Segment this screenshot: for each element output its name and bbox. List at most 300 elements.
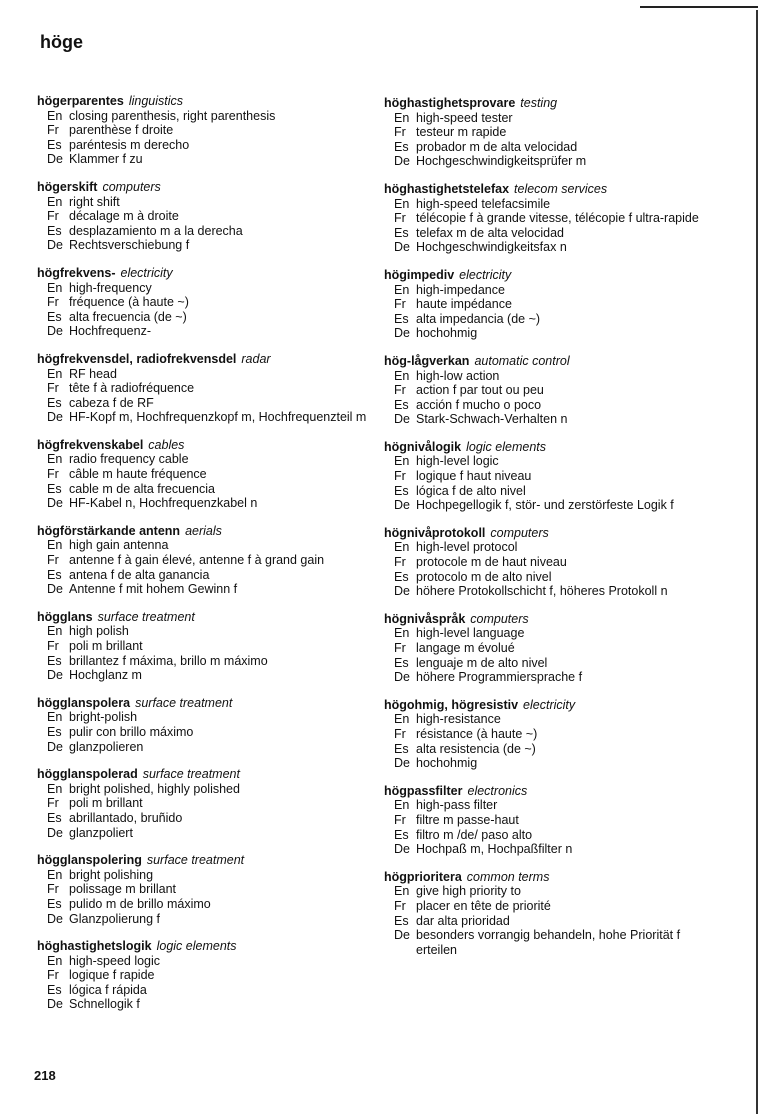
translation-row: [37, 568, 377, 583]
entry-head: [37, 767, 377, 782]
translation-text: high-speed logic: [69, 953, 161, 968]
entry-term: högnivålogik: [384, 439, 462, 454]
entry-head: [384, 182, 724, 197]
dictionary-entry: [384, 268, 724, 341]
translation-row: [37, 882, 377, 897]
language-code: Fr: [394, 812, 406, 827]
translation-text: télécopie f à grande vitesse, télécopie f ultra-rapide: [416, 211, 699, 226]
language-code: En: [47, 867, 63, 882]
entry-head: [384, 870, 724, 885]
language-code: Es: [47, 223, 62, 238]
translation-text: testeur m rapide: [416, 125, 507, 140]
left-column: [37, 94, 377, 1025]
language-code: De: [394, 756, 410, 771]
translation-row: [37, 912, 377, 927]
language-code: En: [394, 712, 410, 727]
dictionary-entry: [384, 96, 724, 169]
entry-term: högförstärkande antenn: [37, 523, 181, 538]
translation-row: [37, 410, 377, 425]
language-code: En: [47, 194, 63, 209]
translation-text: Hochglanz m: [69, 668, 142, 683]
translation-text: parenthèse f droite: [69, 123, 174, 138]
dictionary-entry: [37, 180, 377, 253]
translation-text: alta resistencia (de ~): [416, 741, 536, 756]
translation-row: [384, 828, 724, 843]
dictionary-entry: [37, 696, 377, 754]
translation-row: [37, 582, 377, 597]
translation-text: résistance (à haute ~): [416, 726, 538, 741]
language-code: De: [47, 152, 63, 167]
entry-domain: testing: [520, 96, 558, 110]
language-code: Fr: [47, 639, 59, 653]
translation-text: lógica f de alto nivel: [416, 483, 526, 498]
translation-row: [384, 798, 724, 813]
translation-text: polissage m brillant: [69, 882, 176, 897]
entry-head: [37, 524, 377, 539]
language-code: De: [394, 842, 410, 857]
entry-domain: cables: [148, 437, 185, 452]
language-code: Es: [394, 913, 409, 928]
entry-domain: radar: [241, 351, 271, 366]
translation-row: [384, 570, 724, 585]
entry-term: högnivåprotokoll: [384, 525, 486, 540]
translation-text: Hochgeschwindigkeitsprüfer m: [416, 154, 587, 169]
translation-text: haute impédance: [416, 297, 512, 312]
translation-text: lenguaje m de alto nivel: [416, 655, 548, 670]
translation-row: [384, 197, 724, 212]
entry-head: [37, 610, 377, 625]
language-code: En: [394, 368, 410, 383]
dictionary-entry: [37, 853, 377, 926]
translation-row: [384, 756, 724, 771]
translation-row: [384, 454, 724, 469]
translation-row: [384, 412, 724, 427]
language-code: Fr: [394, 898, 406, 913]
translation-row: [384, 211, 724, 226]
language-code: En: [394, 540, 410, 555]
translation-text: poli m brillant: [69, 796, 143, 811]
dictionary-entry: [384, 354, 724, 427]
dictionary-entry: [37, 610, 377, 683]
page-number: 218: [34, 1068, 56, 1083]
page-edge-rule: [756, 10, 758, 1114]
translation-row: [37, 281, 377, 296]
dictionary-entry: [37, 524, 377, 597]
translation-text: Stark-Schwach-Verhalten n: [416, 412, 568, 427]
translation-row: [37, 467, 377, 482]
entry-domain: surface treatment: [146, 853, 245, 868]
translation-text: alta frecuencia (de ~): [69, 309, 187, 324]
translation-text: HF-Kopf m, Hochfrequenzkopf m, Hochfrequenzteil m: [69, 410, 367, 425]
translation-text: acción f mucho o poco: [416, 397, 542, 412]
translation-row: [384, 469, 724, 484]
translation-row: [37, 238, 377, 253]
language-code: Fr: [394, 726, 406, 741]
language-code: En: [394, 110, 410, 125]
language-code: Es: [394, 569, 409, 584]
translation-row: [384, 626, 724, 641]
translation-text: filtre m passe-haut: [416, 812, 519, 827]
entry-term: högfrekvenskabel: [37, 437, 144, 452]
language-code: En: [394, 196, 410, 211]
translation-row: [384, 928, 724, 957]
entry-domain: common terms: [466, 869, 550, 884]
translation-text: high-resistance: [416, 712, 501, 727]
language-code: De: [394, 670, 410, 685]
entry-head: [37, 939, 377, 954]
dictionary-entry: [384, 698, 724, 771]
dictionary-entry: [37, 266, 377, 339]
translation-text: décalage m à droite: [69, 209, 179, 224]
translation-text: high polish: [69, 624, 129, 639]
translation-row: [384, 498, 724, 513]
translation-text: lógica f rápida: [69, 982, 147, 997]
entry-term: högglanspolera: [37, 695, 131, 710]
dictionary-entry: [384, 182, 724, 255]
translation-text: Klammer f zu: [69, 152, 143, 167]
entry-domain: computers: [470, 611, 529, 626]
language-code: Es: [47, 567, 62, 582]
translation-row: [37, 123, 377, 138]
translation-row: [37, 954, 377, 969]
language-code: En: [394, 454, 410, 469]
translation-row: [37, 310, 377, 325]
entry-head: [37, 438, 377, 453]
language-code: De: [47, 668, 63, 683]
translation-text: dar alta prioridad: [416, 913, 510, 928]
translation-text: high gain antenna: [69, 538, 169, 553]
language-code: Es: [47, 896, 62, 911]
language-code: Es: [394, 311, 409, 326]
translation-text: höhere Programmiersprache f: [416, 670, 583, 685]
language-code: Es: [394, 225, 409, 240]
translation-row: [37, 868, 377, 883]
translation-row: [384, 111, 724, 126]
translation-text: abrillantado, bruñido: [69, 810, 183, 825]
top-rule: [640, 6, 758, 8]
translation-row: [37, 997, 377, 1012]
translation-row: [37, 482, 377, 497]
language-code: Fr: [394, 555, 406, 570]
language-code: De: [47, 496, 63, 511]
language-code: En: [47, 538, 63, 553]
dictionary-entry: [37, 767, 377, 840]
translation-text: bright-polish: [69, 710, 138, 725]
entry-head: [384, 96, 724, 111]
translation-row: [37, 367, 377, 382]
language-code: En: [394, 884, 410, 899]
translation-row: [37, 553, 377, 568]
language-code: Es: [47, 481, 62, 496]
translation-row: [37, 654, 377, 669]
translation-row: [384, 125, 724, 140]
translation-row: [384, 383, 724, 398]
entry-domain: electricity: [459, 267, 512, 282]
translation-text: logique f rapide: [69, 968, 155, 983]
translation-row: [37, 452, 377, 467]
translation-text: give high priority to: [416, 884, 521, 899]
entry-head: [37, 266, 377, 281]
translation-text: telefax m de alta velocidad: [416, 225, 565, 240]
language-code: Es: [394, 741, 409, 756]
translation-text: desplazamiento m a la derecha: [69, 223, 243, 238]
translation-text: Hochpaß m, Hochpaßfilter n: [416, 842, 573, 857]
translation-row: [384, 283, 724, 298]
translation-row: [37, 897, 377, 912]
entry-term: högnivåspråk: [384, 611, 466, 626]
translation-text: high-impedance: [416, 282, 505, 297]
language-code: En: [47, 624, 63, 639]
translation-row: [384, 584, 724, 599]
language-code: En: [47, 452, 63, 467]
entry-term: höghastighetslogik: [37, 939, 152, 954]
translation-text: bright polishing: [69, 867, 154, 882]
translation-text: high-level logic: [416, 454, 499, 469]
dictionary-entry: [384, 612, 724, 685]
language-code: De: [47, 410, 63, 425]
entry-term: höghastighetstelefax: [384, 181, 510, 196]
language-code: Fr: [394, 383, 406, 398]
translation-row: [384, 914, 724, 929]
translation-row: [37, 782, 377, 797]
language-code: De: [47, 324, 63, 339]
language-code: De: [47, 911, 63, 926]
entry-term: högohmig, högresistiv: [384, 697, 519, 712]
translation-text: RF head: [69, 366, 117, 381]
translation-text: high-level language: [416, 626, 525, 641]
translation-row: [37, 195, 377, 210]
translation-text: cable m de alta frecuencia: [69, 481, 215, 496]
translation-text: protocolo m de alto nivel: [416, 569, 552, 584]
dictionary-entry: [37, 438, 377, 511]
entry-domain: electricity: [120, 265, 173, 280]
entry-domain: telecom services: [514, 181, 608, 196]
language-code: De: [47, 582, 63, 597]
translation-text: pulido m de brillo máximo: [69, 896, 211, 911]
translation-row: [384, 884, 724, 899]
entry-term: högglanspolering: [37, 853, 142, 868]
language-code: Es: [394, 139, 409, 154]
language-code: Fr: [47, 295, 59, 310]
language-code: Fr: [394, 641, 406, 655]
language-code: De: [394, 412, 410, 427]
translation-text: high-level protocol: [416, 540, 518, 555]
entry-domain: computers: [490, 525, 549, 540]
translation-row: [37, 295, 377, 310]
translation-text: Hochpegellogik f, stör- und zerstörfeste Logik f: [416, 498, 674, 513]
entry-head: [37, 853, 377, 868]
translation-text: câble m haute fréquence: [69, 467, 207, 482]
entry-domain: surface treatment: [97, 609, 195, 624]
translation-text: glanzpolieren: [69, 739, 144, 754]
language-code: Es: [394, 827, 409, 842]
entry-term: högglans: [37, 609, 93, 624]
entry-head: [384, 268, 724, 283]
translation-row: [384, 712, 724, 727]
translation-text: tête f à radiofréquence: [69, 381, 195, 396]
entry-term: högerskift: [37, 179, 98, 194]
translation-text: Hochgeschwindigkeitsfax n: [416, 240, 567, 255]
translation-text: high-speed tester: [416, 110, 513, 125]
dictionary-entry: [384, 526, 724, 599]
language-code: Es: [394, 397, 409, 412]
translation-row: [384, 670, 724, 685]
translation-text: high-frequency: [69, 280, 152, 295]
translation-text: placer en tête de priorité: [416, 898, 551, 913]
translation-row: [37, 109, 377, 124]
entry-head: [37, 352, 377, 367]
language-code: Fr: [394, 211, 406, 226]
language-code: De: [394, 584, 410, 599]
translation-row: [384, 240, 724, 255]
translation-row: [37, 224, 377, 239]
language-code: Es: [47, 982, 62, 997]
translation-row: [384, 297, 724, 312]
translation-row: [384, 742, 724, 757]
language-code: Es: [394, 483, 409, 498]
translation-row: [384, 369, 724, 384]
entry-head: [384, 698, 724, 713]
translation-row: [384, 154, 724, 169]
translation-text: höhere Protokollschicht f, höheres Protokoll n: [416, 584, 668, 599]
language-code: Fr: [47, 381, 59, 396]
dictionary-entry: [37, 939, 377, 1012]
running-head: höge: [40, 32, 83, 52]
translation-text: poli m brillant: [69, 639, 143, 653]
translation-row: [37, 152, 377, 167]
right-column: [384, 96, 724, 970]
language-code: De: [47, 825, 63, 840]
translation-row: [37, 538, 377, 553]
translation-text: Schnellogik f: [69, 997, 140, 1012]
translation-row: [384, 326, 724, 341]
language-code: Fr: [394, 125, 406, 140]
translation-text: Glanzpolierung f: [69, 911, 161, 926]
translation-row: [37, 796, 377, 811]
translation-row: [37, 710, 377, 725]
translation-text: cabeza f de RF: [69, 395, 154, 410]
translation-row: [384, 226, 724, 241]
entry-term: högfrekvens-: [37, 265, 116, 280]
entry-term: höghastighetsprovare: [384, 96, 516, 110]
entry-term: högimpediv: [384, 267, 455, 282]
translation-row: [37, 811, 377, 826]
language-code: Fr: [47, 209, 59, 224]
translation-text: langage m évolué: [416, 641, 515, 655]
language-code: Fr: [47, 882, 59, 897]
entry-term: högpassfilter: [384, 783, 463, 798]
translation-text: antenne f à gain élevé, antenne f à grand gain: [69, 553, 325, 568]
translation-text: probador m de alta velocidad: [416, 139, 578, 154]
language-code: En: [394, 798, 410, 813]
dictionary-entry: [37, 94, 377, 167]
translation-text: high-pass filter: [416, 798, 498, 813]
entry-head: [37, 94, 377, 109]
language-code: De: [47, 997, 63, 1012]
entry-head: [37, 696, 377, 711]
language-code: De: [394, 240, 410, 255]
translation-row: [384, 484, 724, 499]
translation-row: [37, 396, 377, 411]
translation-text: filtro m /de/ paso alto: [416, 827, 533, 842]
language-code: Fr: [47, 796, 59, 811]
language-code: En: [47, 280, 63, 295]
entry-head: [384, 354, 724, 369]
translation-row: [37, 381, 377, 396]
translation-row: [37, 324, 377, 339]
language-code: Fr: [47, 553, 59, 568]
entry-domain: logic elements: [156, 939, 237, 954]
translation-text: brillantez f máxima, brillo m máximo: [69, 653, 268, 668]
entry-term: högerparentes: [37, 94, 124, 108]
translation-text: Antenne f mit hohem Gewinn f: [69, 582, 238, 597]
translation-row: [384, 312, 724, 327]
translation-text: fréquence (à haute ~): [69, 295, 189, 310]
translation-row: [37, 826, 377, 841]
translation-text: action f par tout ou peu: [416, 383, 544, 398]
translation-text: paréntesis m derecho: [69, 137, 190, 152]
entry-head: [384, 526, 724, 541]
language-code: En: [394, 282, 410, 297]
translation-row: [384, 641, 724, 656]
entry-domain: linguistics: [128, 94, 184, 108]
dictionary-entry: [384, 784, 724, 857]
language-code: Fr: [394, 297, 406, 312]
language-code: Es: [47, 653, 62, 668]
translation-row: [37, 639, 377, 654]
translation-row: [37, 138, 377, 153]
entry-term: hög-lågverkan: [384, 353, 470, 368]
language-code: Es: [394, 655, 409, 670]
language-code: De: [394, 326, 410, 341]
entry-term: högprioritera: [384, 869, 462, 884]
translation-text: hochohmig: [416, 326, 478, 341]
translation-row: [384, 398, 724, 413]
translation-text: radio frequency cable: [69, 452, 189, 467]
entry-head: [384, 784, 724, 799]
translation-row: [384, 140, 724, 155]
dictionary-entry: [384, 870, 724, 958]
entry-domain: electricity: [523, 697, 576, 712]
translation-text: antena f de alta ganancia: [69, 567, 210, 582]
translation-row: [384, 727, 724, 742]
entry-domain: surface treatment: [135, 695, 233, 710]
translation-text: high-low action: [416, 368, 500, 383]
language-code: Es: [47, 137, 62, 152]
translation-text: bright polished, highly polished: [69, 781, 240, 796]
translation-row: [384, 656, 724, 671]
language-code: En: [47, 953, 63, 968]
translation-row: [37, 668, 377, 683]
translation-row: [37, 725, 377, 740]
translation-row: [37, 496, 377, 511]
language-code: Fr: [47, 467, 59, 482]
entry-domain: computers: [102, 179, 161, 194]
language-code: De: [47, 739, 63, 754]
translation-text: hochohmig: [416, 756, 478, 771]
translation-row: [384, 842, 724, 857]
language-code: Es: [47, 395, 62, 410]
entry-domain: surface treatment: [142, 767, 240, 782]
translation-row: [37, 968, 377, 983]
translation-text: logique f haut niveau: [416, 469, 532, 484]
translation-row: [37, 624, 377, 639]
entry-head: [384, 440, 724, 455]
translation-text: besonders vorrangig behandeln, hohe Priorität f erteilen: [416, 928, 681, 957]
translation-row: [37, 740, 377, 755]
language-code: En: [394, 626, 410, 641]
entry-head: [37, 180, 377, 195]
